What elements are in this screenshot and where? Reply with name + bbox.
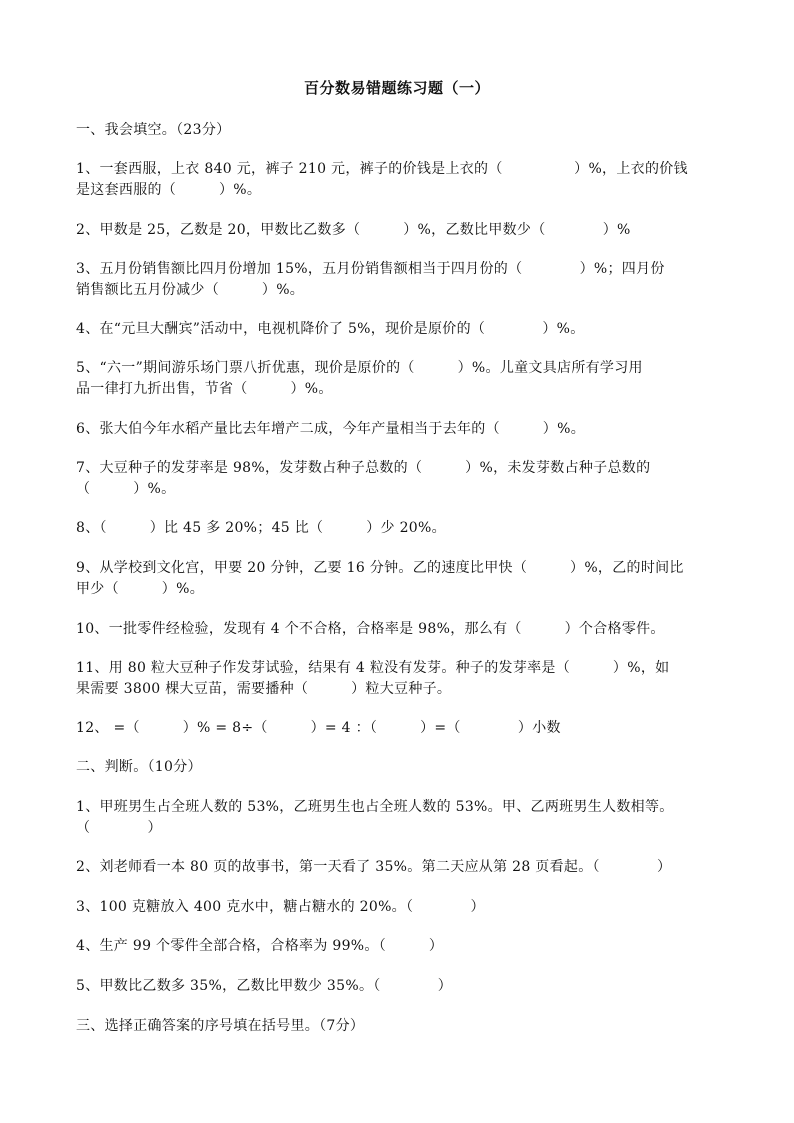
judge-1-line-1: 1、甲班男生占全班人数的 53%，乙班男生也占全班人数的 53%。甲、乙两班男生人数相等。 <box>76 799 674 815</box>
question-4-line-1: 4、在“元旦大酬宾”活动中，电视机降价了 5%，现价是原价的（ ）%。 <box>76 321 585 337</box>
section-2-heading: 二、判断。（10分） <box>76 759 202 775</box>
question-7-line-2: （ ）%。 <box>76 481 176 497</box>
judge-4-line-1: 4、生产 99 个零件全部合格，合格率为 99%。（ ） <box>76 938 444 954</box>
question-5-line-2: 品一律打九折出售，节省（ ）%。 <box>76 381 333 397</box>
section-3-heading: 三、选择正确答案的序号填在括号里。（7分） <box>76 1018 365 1034</box>
question-3-line-2: 销售额比五月份减少（ ）%。 <box>76 282 305 298</box>
question-1-line-1: 1、一套西服，上衣 840 元，裤子 210 元，裤子的价钱是上衣的（ ）%，上衣的价钱 <box>76 161 688 177</box>
question-11-line-1: 11、用 80 粒大豆种子作发芽试验，结果有 4 粒没有发芽。种子的发芽率是（ ）%，如 <box>76 660 670 676</box>
question-12-line-1: 12、 =（ ）% = 8÷（ ）= 4 ：（ ）=（ ）小数 <box>76 720 561 736</box>
question-9-line-2: 甲少（ ）%。 <box>76 581 205 597</box>
question-7-line-1: 7、大豆种子的发芽率是 98%，发芽数占种子总数的（ ）%，未发芽数占种子总数的 <box>76 460 651 476</box>
page-title: 百分数易错题练习题（一） <box>303 79 490 97</box>
question-2-line-1: 2、甲数是 25，乙数是 20，甲数比乙数多（ ）%，乙数比甲数少（ ）% <box>76 222 631 238</box>
question-9-line-1: 9、从学校到文化宫，甲要 20 分钟，乙要 16 分钟。乙的速度比甲快（ ）%，乙的时间比 <box>76 560 684 576</box>
question-8-line-1: 8、（ ）比 45 多 20%；45 比（ ）少 20%。 <box>76 520 446 536</box>
section-1-heading: 一、我会填空。（23分） <box>76 122 231 138</box>
question-1-line-2: 是这套西服的（ ）%。 <box>76 182 262 198</box>
judge-2-line-1: 2、刘老师看一本 80 页的故事书，第一天看了 35%。第二天应从第 28 页看起。（ ） <box>76 859 672 875</box>
question-11-line-2: 果需要 3800 棵大豆苗，需要播种（ ）粒大豆种子。 <box>76 681 452 697</box>
question-10-line-1: 10、一批零件经检验，发现有 4 个不合格，合格率是 98%，那么有（ ）个合格零件。 <box>76 621 665 637</box>
judge-1-line-2: （ ） <box>76 820 162 836</box>
question-3-line-1: 3、五月份销售额比四月份增加 15%，五月份销售额相当于四月份的（ ）%；四月份 <box>76 261 665 277</box>
judge-3-line-1: 3、100 克糖放入 400 克水中，糖占糖水的 20%。（ ） <box>76 899 485 915</box>
question-6-line-1: 6、张大伯今年水稻产量比去年增产二成，今年产量相当于去年的（ ）%。 <box>76 421 586 437</box>
question-5-line-1: 5、“六一”期间游乐场门票八折优惠，现价是原价的（ ）%。儿童文具店所有学习用 <box>76 360 643 376</box>
judge-5-line-1: 5、甲数比乙数多 35%，乙数比甲数少 35%。（ ） <box>76 978 453 994</box>
